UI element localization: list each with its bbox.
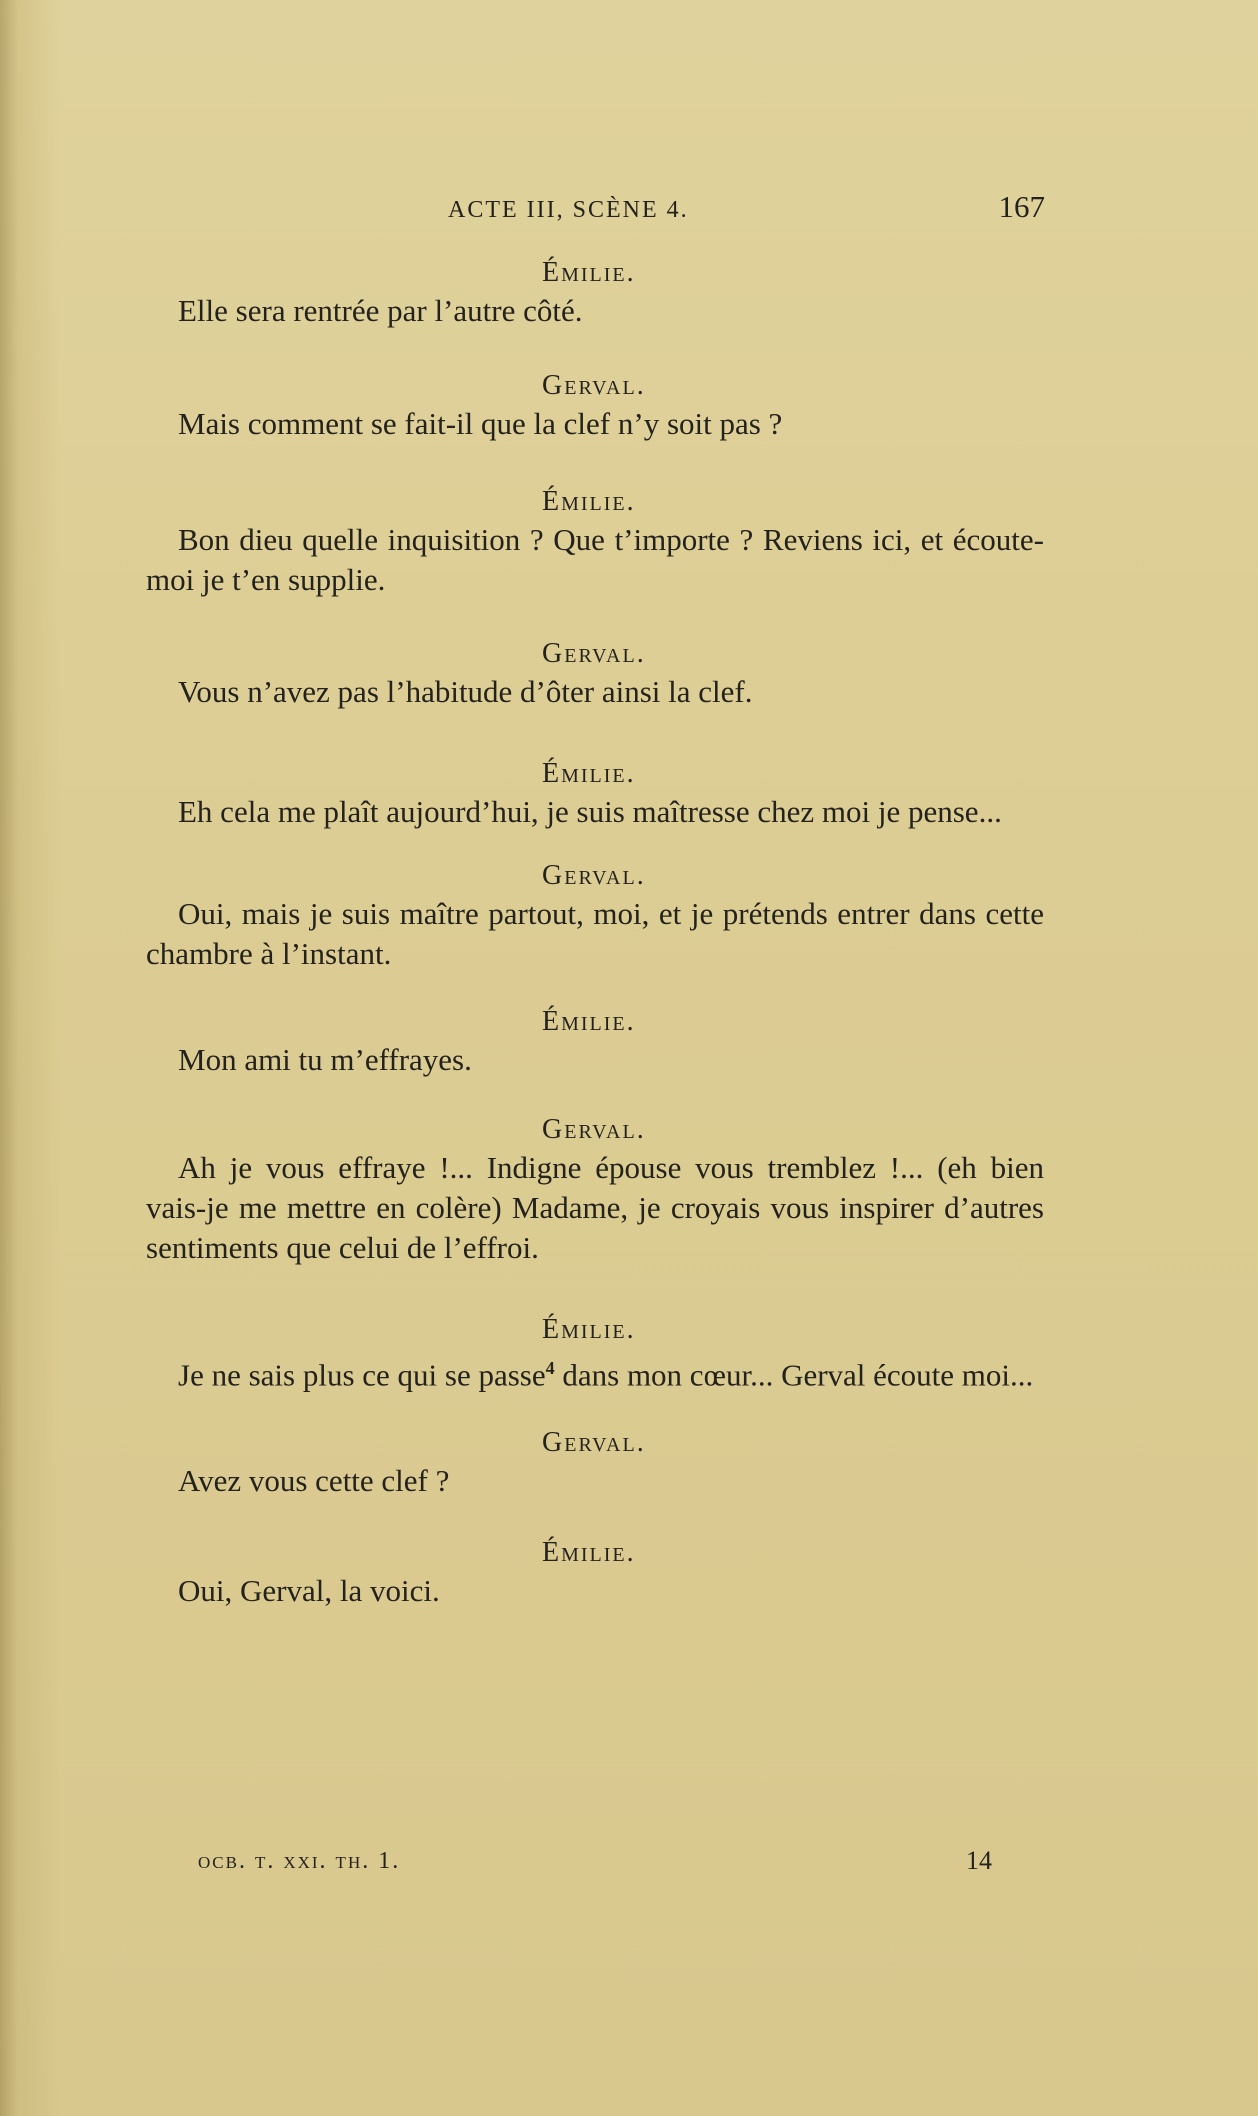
page-footer <box>198 1842 992 1882</box>
dialogue-block <box>146 756 1044 832</box>
running-head: ACTE III, SCÈNE 4. <box>448 197 689 223</box>
dialogue-block <box>146 484 1044 600</box>
speaker-name: Émilie. <box>542 758 636 789</box>
dialogue-block <box>146 1112 1044 1268</box>
speech-text: Oui, mais je suis maître partout, moi, et je prétends entrer dans cette chambre à l’instant. <box>146 896 1044 971</box>
speaker-name: Émilie. <box>542 1314 636 1345</box>
speaker-name: Gerval. <box>542 370 646 401</box>
speaker-name: Gerval. <box>542 1427 646 1459</box>
speaker-name: Gerval. <box>542 860 646 891</box>
speech-text: Elle sera rentrée par l’autre côté. <box>178 293 583 328</box>
speech-text <box>146 1348 1044 1395</box>
dialogue-block <box>146 255 1044 331</box>
dialogue-block <box>146 636 1044 712</box>
speaker-name: Émilie. <box>542 1006 636 1037</box>
speech-text: Avez vous cette clef ? <box>178 1463 450 1499</box>
dialogue-text <box>146 255 1044 1611</box>
speaker-name: Émilie. <box>542 1537 636 1569</box>
speech-fragment: dans mon cœur... Gerval écoute moi... <box>554 1357 1034 1393</box>
speaker-name: Gerval. <box>542 638 646 669</box>
speech-fragment: Je ne sais plus ce qui se passe <box>178 1357 546 1393</box>
speaker-name: Gerval. <box>542 1114 646 1145</box>
speech-text: Vous n’avez pas l’habitude d’ôter ainsi la clef. <box>178 674 753 709</box>
speech-text: Eh cela me plaît aujourd’hui, je suis maîtresse chez moi je pense... <box>178 794 1002 829</box>
speech-text: Bon dieu quelle inquisition ? Que t’importe ? Reviens ici, et écoute-moi je t’en supplie. <box>146 522 1044 597</box>
page-header <box>448 187 1048 227</box>
page-number: 167 <box>998 189 1045 224</box>
dialogue-block <box>146 1425 1044 1501</box>
dialogue-block <box>146 1004 1044 1080</box>
speaker-name: Émilie. <box>542 257 636 288</box>
speech-text: Mais comment se fait-il que la clef n’y soit pas ? <box>178 406 783 441</box>
sheet-number: 14 <box>966 1846 992 1875</box>
dialogue-block <box>146 1312 1044 1395</box>
speech-text: Ah je vous effraye !... Indigne épouse vous tremblez !... (eh bien vais-je me mettre en colère) Madame, je croyais vous inspirer d’autres sentiments que celui de l’effroi. <box>146 1150 1044 1265</box>
footnote-mark: 4 <box>545 1358 555 1378</box>
speech-text: Mon ami tu m’effrayes. <box>178 1042 472 1077</box>
speaker-name: Émilie. <box>542 486 636 517</box>
printer-signature: ocb. t. xxi. th. 1. <box>198 1848 401 1874</box>
dialogue-block <box>146 858 1044 974</box>
speech-text: Oui, Gerval, la voici. <box>178 1573 440 1609</box>
dialogue-block <box>146 368 1044 444</box>
dialogue-block <box>146 1535 1044 1611</box>
